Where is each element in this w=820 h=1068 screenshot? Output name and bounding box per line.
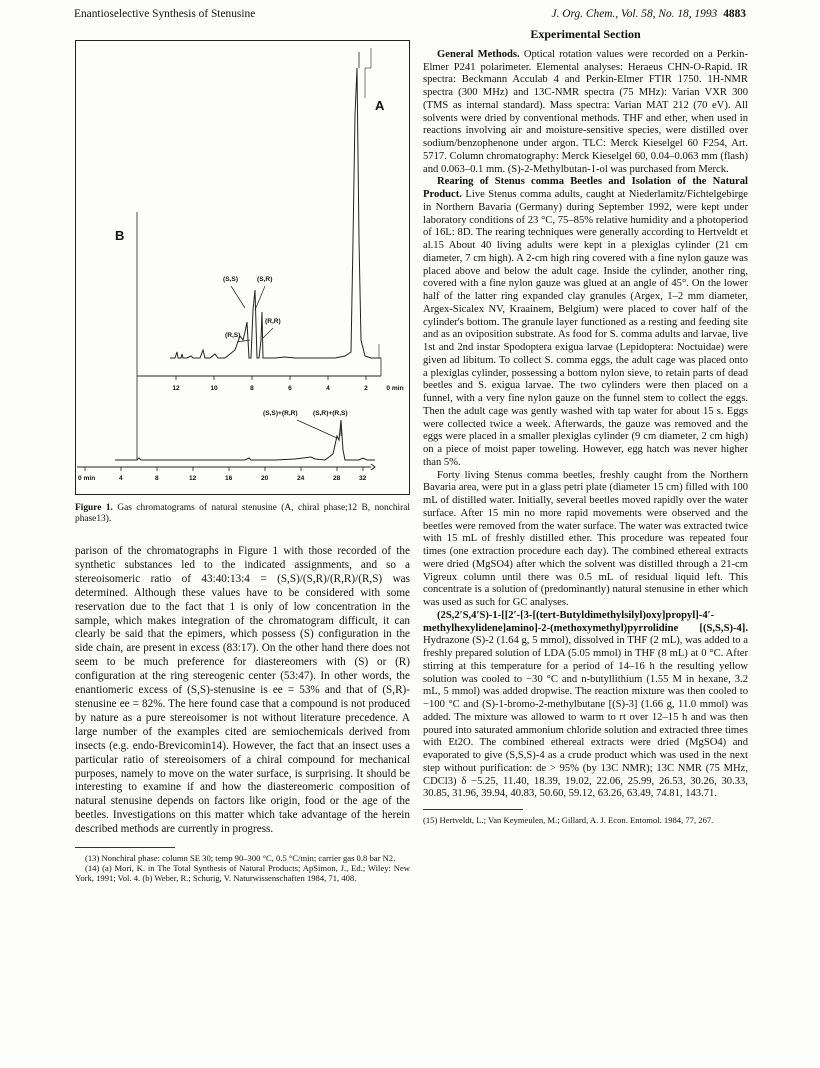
- a-tick: 10: [210, 385, 218, 392]
- footnote-divider: [75, 847, 175, 848]
- footnote-divider: [423, 809, 523, 810]
- runin-heading: Rearing of Stenus comma Beetles and Isolation of the Natural Product.: [423, 176, 748, 200]
- peak-label-ss: (S,S): [223, 276, 239, 283]
- b-tick: 32: [359, 475, 367, 482]
- panel-a-chromatogram: [137, 48, 404, 392]
- left-footnotes: [75, 853, 410, 884]
- panel-b-label: B: [115, 228, 125, 243]
- peak-label-rs: (R,S): [225, 332, 241, 339]
- b-tick: 16: [225, 475, 233, 482]
- runin-heading: (2S,2′S,4′S)-1-[[2′-[3-[(tert-Butyldimethylsilyl)oxy]propyl]-4′-methylhexylidene]amino]-2-(methoxymethyl)pyrrolidine [(S,S,S)-4].: [423, 609, 748, 634]
- left-column: [75, 40, 410, 884]
- peak-label-rr: (R,R): [265, 318, 281, 325]
- paragraph-extraction: Forty living Stenus comma beetles, freshly caught from the Northern Bavaria area, were put in a glass petri plate (diameter 15 cm) filled with 100 mL of distilled water. Initially, several beetles moved rapidly over the water surface. After 15 min no more rapid movements were observed and the beetles were removed from the water surface. The water was extracted twice with 15 mL of freshly distilled ether. This procedure was repeated four times (one extraction procedure each day). The combined ethereal extracts were dried (MgSO4) after which the solvent was distilled through a 21-cm Vigreux column until there was 0.5 mL of residual liquid left. This concentrate is a solution of (predominantly) natural stenusine in ether which was used as such for GC analyses.: [423, 469, 748, 608]
- panel-b-chromatogram: [77, 212, 375, 482]
- paragraph-rearing: Rearing of Stenus comma Beetles and Isolation of the Natural Product. Live Stenus comma adults, caught at Niederlamitz/Fichtelgebirge in Northern Bavaria (Germany) during September 1992, were kept under laboratory conditions of 23 °C, 75–85% relative humidity and a photoperiod of 16L: 8D. The rearing techniques were generally according to Hertveldt et al.15 About 40 living adults were kept in a plexiglas cylinder (21 cm diameter, 7 cm high). A 2-cm high ring covered with a fine nylon gauze was placed above and below the adult cage. Inside the cylinder, another ring, covered with a fine nylon gauze was glued at an angle of 45°. On the lower half of the latter ring expanded clay granules (Argex, 1–2 mm diameter, Argex-Sicalex NV, Kraainem, Belgium) were placed to cover half of the cylinder's bottom. The granule layer functioned as a resting and feeding site and as an oviposition substrate. As food for S. comma adults and larvae, live 1st and 2nd instar Spodoptera exigua larvae (Lepidoptera: Noctuidae) were given ad libitum. To collect S. comma eggs, the adult cage was placed onto a plexiglas cylinder, possessing a bottom nylon sieve, to retain parts of dead beetles and S. exigua larvae. The two cylinders were then placed on a funnel, with a very fine nylon gauze on the funnel stem to collect the eggs. Then the adult cage was gently washed with tap water for about 15 s. Eggs were collected twice a week. Afterwards, the gauze was removed and the eggs were placed in a smaller plexiglas cylinder (9 cm diameter, 2 cm high) on a piece of moist paper toweling. However, egg hatch was never higher than 5%.: [423, 176, 748, 468]
- a-tick: 6: [288, 385, 292, 392]
- right-column: [423, 26, 748, 825]
- panel-a-label: A: [375, 98, 385, 113]
- running-header: [74, 8, 746, 26]
- paragraph-synthesis: (2S,2′S,4′S)-1-[[2′-[3-[(tert-Butyldimethylsilyl)oxy]propyl]-4′-methylhexylidene]amino]-2-(methoxymethyl)pyrrolidine [(S,S,S)-4]. Hydrazone (S)-2 (1.64 g, 5 mmol), dissolved in THF (2 mL), was added to a freshly prepared solution of LDA (5.05 mmol) in THF (8 mL) at 0 °C. After stirring at this temperature for a period of 14–16 h the resulting yellow solution was cooled to −30 °C and n-butyllithium (1.55 M in hexane, 3.2 mL, 5 mmol) was added dropwise. The reaction mixture was then cooled to −100 °C and (S)-1-bromo-2-methylbutane [(S)-3] (1.66 g, 11.0 mmol) was added. The mixture was allowed to warm to rt over 12–15 h and was then poured into saturated ammonium chloride solution and extracted three times with Et2O. The combined ethereal extracts were dried (MgSO4) and evaporated to give (S,S,S)-4 as a crude product which was used in the next step without purification: de > 95% (by 13C NMR); 13C NMR (75 MHz, CDCl3) δ −5.25, 11.40, 18.39, 19.02, 22.06, 25.99, 26.53, 30.26, 30.33, 30.85, 31.96, 39.94, 40.83, 50.60, 59.12, 63.26, 63.49, 74.81, 143.71.: [423, 609, 748, 800]
- a-tick: 8: [250, 385, 254, 392]
- page-number: 4883: [723, 8, 746, 20]
- b-tick: 20: [261, 475, 269, 482]
- b-tick: 4: [119, 475, 123, 482]
- peak-label-sr-rs: (S,R)+(R,S): [313, 410, 348, 417]
- peak-label-sr: (S,R): [257, 276, 273, 283]
- a-tick: 0 min: [386, 385, 404, 392]
- peak-label-ss-rr: (S,S)+(R,R): [263, 410, 298, 417]
- b-tick: 0 min: [78, 475, 96, 482]
- a-tick: 2: [364, 385, 368, 392]
- b-tick: 28: [333, 475, 341, 482]
- b-tick: 24: [297, 475, 305, 482]
- caption-text: Gas chromatograms of natural stenusine (A, chiral phase;12 B, nonchiral phase13).: [75, 503, 411, 524]
- left-body-paragraph: parison of the chromatographs in Figure 1 with those recorded of the synthetic substances led to the indicated assignments, and so a stereoisomeric ratio of 43:40:13:4 = (S,S)/(S,R)/(R,R)/(R,S) was determined. Although these values have to be considered with some reservation due to the fact that 1 is only of low concentration in the sample, which makes integration of the chromatogram difficult, it can clearly be said that the epimers, which possess (S) configuration in the side chain, are present in excess (83:17). On the other hand there does not seem to be much preference for diastereomers with (S) or (R) configuration at the ring stereogenic center (53:47). In other words, the enantiomeric excess of (S,S)-stenusine is ee = 53% and that of (S,R)-stenusine ee = 82%. The here found case that a compound is not produced by nature as a pure stereoisomer is not without literature precedence. A large number of the examples cited are semiochemicals derived from insects (e.g. endo-Brevicomin14). However, the fact that an insect uses a particular ratio of stereoisomers of a chiral compound for mechanical purposes, namely to move on the water surface, is surprising. It should be interesting to examine if and how the diastereomeric composition of natural stenusine depends on factors like origin, food or the age of the beetles. Investigations on this matter which take advantage of the herein described methods are currently in progress.: [75, 545, 410, 836]
- b-tick: 12: [189, 475, 197, 482]
- journal-citation: J. Org. Chem., Vol. 58, No. 18, 1993 4883: [551, 8, 746, 20]
- b-tick: 8: [155, 475, 159, 482]
- footnote-13: (13) Nonchiral phase: column SE 30; temp 90–300 °C, 0.5 °C/min; carrier gas 0.8 bar N2.: [85, 853, 396, 864]
- figure-1: [75, 40, 410, 495]
- footnote-15: (15) Hertveldt, L.; Van Keymeulen, M.; Gillard, A. J. Econ. Entomol. 1984, 77, 267.: [423, 815, 714, 825]
- figure-caption: [75, 503, 410, 525]
- footnote-14: (14) (a) Mori, K. in The Total Synthesis of Natural Products; ApSimon, J., Ed.; Wiley: New York, 1991; Vol. 4. (b) Weber, R.; Schurig, V. Naturwissenschaften 1984, 71, 408.: [75, 863, 410, 884]
- section-title: Experimental Section: [530, 27, 641, 41]
- running-title: Enantioselective Synthesis of Stenusine: [74, 8, 256, 20]
- a-tick: 12: [172, 385, 180, 392]
- paragraph-general-methods: General Methods. Optical rotation values were recorded on a Perkin-Elmer P241 polarimeter. Elemental analyses: Heraeus CHN-O-Rapid. IR spectra: Beckmann Acculab 4 and Perkin-Elmer FTIR 1750. 1H-NMR spectra (300 MHz) and 13C-NMR spectra (75 MHz): Varian VXR 300 (TMS as internal standard). Mass spectra: Varian MAT 212 (70 eV). All solvents were dried by conventional methods. THF and ether, when used in reactions involving air and moisture-sensitive species, were distilled over sodium/benzophenone under argon. TLC: Merck Kieselgel 60 F254, Art. 5717. Column chromatography: Merck Kieselgel 60, 0.04–0.063 mm (flash) and 0.063–0.1 mm. (S)-2-Methylbutan-1-ol was purchased from Merck.: [423, 48, 748, 175]
- caption-label: Figure 1.: [75, 503, 113, 513]
- runin-heading: General Methods.: [437, 48, 520, 60]
- chromatogram-figure: [75, 40, 410, 495]
- a-tick: 4: [326, 385, 330, 392]
